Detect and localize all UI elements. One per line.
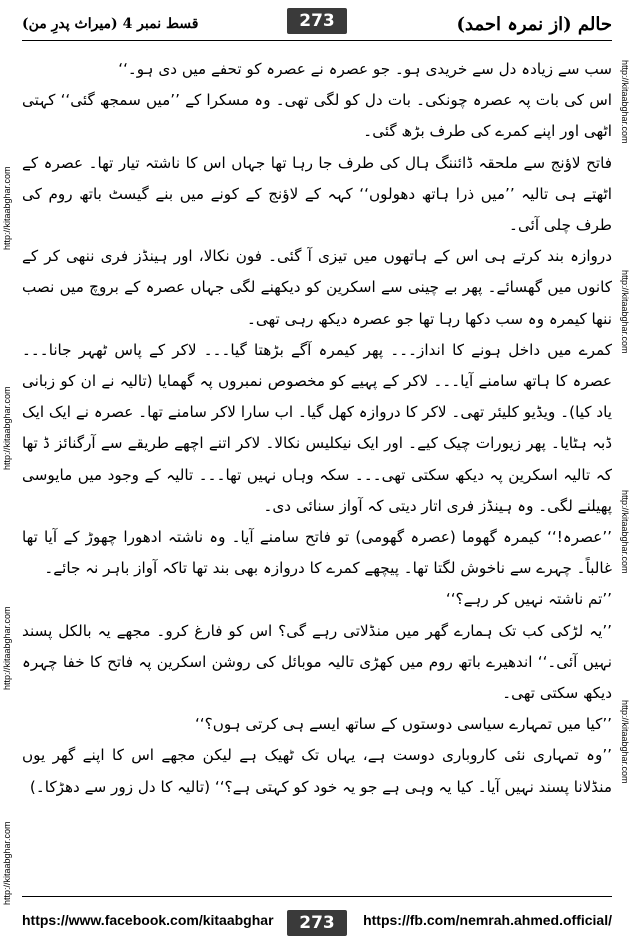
- side-url-left-2: http://kitaabghar.com: [2, 386, 12, 470]
- header-page-number: 273: [287, 8, 347, 34]
- footer-divider: [22, 896, 612, 897]
- footer-page-number: 273: [287, 910, 347, 936]
- paragraph: فاتح لاؤنج سے ملحقہ ڈائننگ ہال کی طرف جا رہا تھا جہاں اس کا ناشتہ تیار تھا۔ عصرہ کے اٹھتے ہی تالیہ ’’میں ذرا ہاتھ دھولوں‘‘ کہہ کے لاؤنج کے کونے میں بنے گیسٹ باتھ روم کی طرف چلی آئی۔: [22, 153, 612, 235]
- side-url-right-4: http://kitaabghar.com: [620, 700, 630, 784]
- paragraph: ’’یہ لڑکی کب تک ہمارے گھر میں منڈلاتی رہے گی؟ اس کو فارغ کرو۔ مجھے یہ بالکل پسند نہیں آئی۔‘‘ اندھیرے باتھ روم میں کھڑی تالیہ موبائل کی روشن اسکرین پہ فاتح کا خفا چہرہ دیکھ سکتی تھی۔: [22, 621, 612, 703]
- episode-label: قسط نمبر 4 (میراث پدرِ من): [22, 16, 199, 32]
- novel-title: حالم (از نمرہ احمد): [456, 13, 612, 35]
- story-text: [22, 54, 612, 885]
- side-url-right-2: http://kitaabghar.com: [620, 270, 630, 354]
- page-footer: [22, 900, 612, 940]
- paragraph: ’’تم ناشتہ نہیں کر رہے؟‘‘: [445, 590, 612, 609]
- paragraph: سب سے زیادہ دل سے خریدی ہو۔ جو عصرہ نے عصرہ کو تحفے میں دی ہو۔‘‘: [118, 60, 612, 78]
- side-url-left-4: http://kitaabghar.com: [2, 821, 12, 905]
- side-url-left-3: http://kitaabghar.com: [2, 606, 12, 690]
- paragraph: ’’وہ تمہاری نئی کاروباری دوست ہے، یہاں تک ٹھیک ہے لیکن مجھے اس کا اپنے گھر یوں منڈلانا پسند نہیں آیا۔ کیا یہ وہی ہے جو یہ خود کو کہتی ہے؟‘‘ (تالیہ کا دل زور سے دھڑکا۔): [22, 746, 612, 796]
- side-url-right-3: http://kitaabghar.com: [620, 490, 630, 574]
- paragraph: اس کی بات پہ عصرہ چونکی۔ بات دل کو لگی تھی۔ وہ مسکرا کے ’’میں سمجھ گئی‘‘ کہتی اٹھی اور اپنے کمرے کی طرف بڑھ گئی۔: [22, 91, 612, 141]
- header-divider: [22, 40, 612, 41]
- page-header: [22, 8, 612, 40]
- facebook-link-left[interactable]: https://www.facebook.com/kitaabghar: [22, 912, 274, 928]
- paragraph: دروازہ بند کرتے ہی اس کے ہاتھوں میں تیزی آ گئی۔ فون نکالا، اور ہینڈز فری ننھی کر کے کانوں میں گھسائے۔ پھر بے چینی سے اسکرین کو دیکھنے لگی جہاں عصرہ کے بروچ میں نصب ننھا کیمرہ وہ سب دکھا رہا تھا جو عصرہ دیکھ رہی تھی۔: [22, 247, 612, 328]
- side-url-right-1: http://kitaabghar.com: [620, 60, 630, 144]
- paragraph: کمرے میں داخل ہونے کا انداز۔۔۔ پھر کیمرہ آگے بڑھتا گیا۔۔۔ لاکر کے پاس ٹھہر جانا۔۔۔ عصرہ کا ہاتھ سامنے آیا۔۔۔ لاکر کے پہیے کو مخصوص نمبروں پہ گھمایا (تالیہ نے ان کو زبانی یاد کیا)۔ ویڈیو کلیئر تھی۔ لاکر کا دروازہ کھل گیا۔ اب سارا لاکر سامنے تھا۔ عصرہ نے ایک ایک ڈبہ ہٹایا۔ پھر زیورات چیک کیے۔ اور ایک نیکلیس نکالا۔ لاکر اتنے اچھے طریقے سے آرگنائز ڈ تھا کہ تالیہ اسکرین پہ دیکھ سکتی تھی۔۔۔ سکہ وہاں نہیں تھا۔۔۔ تالیہ کے وجود میں مایوسی پھیلنے لگی۔ وہ ہینڈز فری اتار دیتی کہ آواز سنائی دی۔: [22, 340, 612, 515]
- facebook-link-right[interactable]: https://fb.com/nemrah.ahmed.official/: [363, 912, 612, 928]
- paragraph: ’’عصرہ!‘‘ کیمرہ گھوما (عصرہ گھومی) تو فاتح سامنے آیا۔ وہ ناشتہ ادھورا چھوڑ کے آیا تھا غالباً۔ چہرے سے ناخوش لگتا تھا۔ پیچھے کمرے کا دروازہ بھی بند تھا تاکہ آواز باہر نہ جائے۔: [22, 528, 612, 578]
- side-url-left-1: http://kitaabghar.com: [2, 166, 12, 250]
- paragraph: ’’کیا میں تمہارے سیاسی دوستوں کے ساتھ ایسے ہی کرتی ہوں؟‘‘: [194, 715, 612, 734]
